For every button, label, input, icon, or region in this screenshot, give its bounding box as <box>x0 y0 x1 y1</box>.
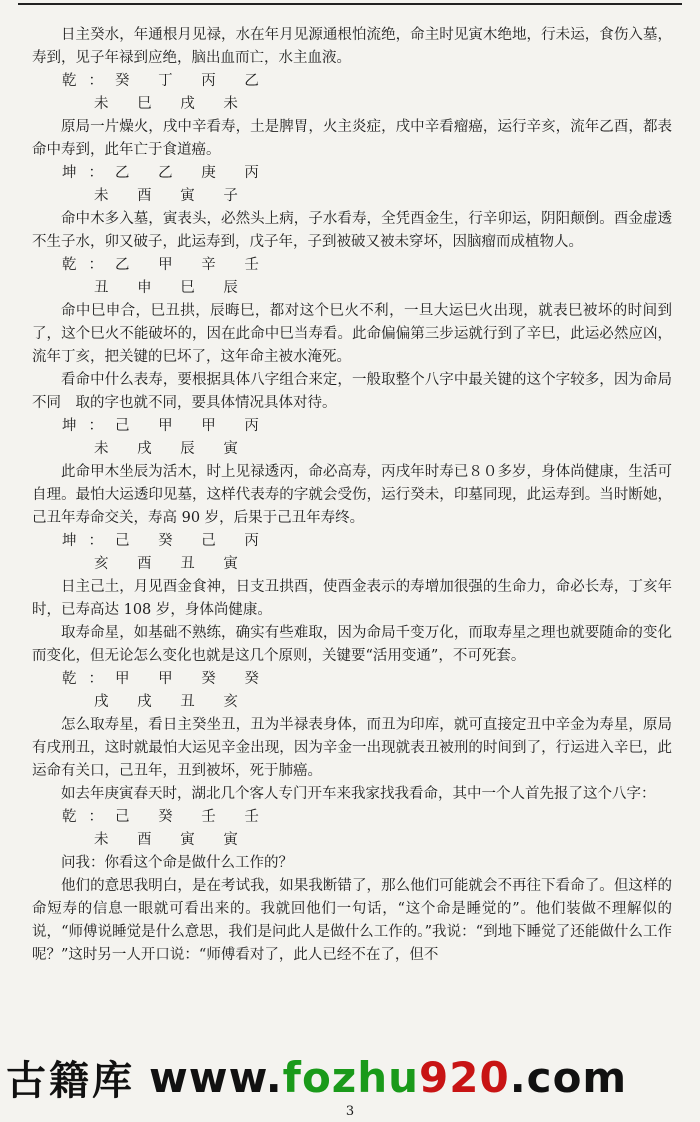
paragraph: 此命甲木坐辰为活木，时上见禄透丙，命必高寿，丙戌年时寿已８０多岁，身体尚健康，生活可自理。最怕大运透印见墓，这样代表寿的字就会受伤，运行癸未，印墓同现，此运寿到。当时断她，己丑年寿命交关，寿高 90 岁，后果于己丑年寿终。 <box>32 464 672 526</box>
bazi-branches-line: 亥 酉 丑 寅 <box>94 556 250 572</box>
paragraph: 命中木多入墓，寅表头，必然头上病，子水看寿，全凭酉金生，行辛卯运，阴阳颠倒。酉金虚透不生子水，卯又破子，此运寿到，戊子年，子到被破又被未穿坏，因脑瘤而成植物人。 <box>32 211 672 250</box>
page-number: 3 <box>345 1104 355 1119</box>
page-body <box>32 24 672 967</box>
paragraph: 命中巳申合，巳丑拱，辰晦巳，都对这个巳火不利，一旦大运巳火出现，就表巳被坏的时间到了，这个巳火不能破坏的，因在此命中巳当寿看。此命偏偏第三步运就行到了辛巳，此运必然应凶，流年丁亥，把关键的巳坏了，这年命主被水淹死。 <box>32 303 672 365</box>
paragraph: 怎么取寿星，看日主癸坐丑，丑为半禄表身体，而丑为印库，就可直接定丑中辛金为寿星，原局有戌刑丑，这时就最怕大运见辛金出现，因为辛金一出现就表丑被刑的时间到了，行运进入辛巳，此运命有关口，己丑年，丑到被坏，死于肺癌。 <box>32 717 672 779</box>
bazi-stems-line: 坤：己 甲 甲 丙 <box>62 418 271 434</box>
bazi-stems-line: 乾：乙 甲 辛 壬 <box>62 257 271 273</box>
paragraph: 日主己土，月见酉金食神，日支丑拱酉，使酉金表示的寿增加很强的生命力，命必长寿，丁亥年时，已寿高达 108 岁，身体尚健康。 <box>32 579 672 618</box>
bazi-branches-line: 未 戌 辰 寅 <box>94 441 250 457</box>
paragraph: 原局一片燥火，戌中辛看寿，土是脾胃，火主炎症，戌中辛看瘤癌，运行辛亥，流年乙酉，都表命中寿到，此年亡于食道癌。 <box>32 119 672 158</box>
bazi-stems-line: 乾：癸 丁 丙 乙 <box>62 73 271 89</box>
paragraph: 取寿命星，如基础不熟练，确实有些难取，因为命局千变万化，而取寿星之理也就要随命的变化而变化，但无论怎么变化也就是这几个原则，关键要“活用变通”，不可死套。 <box>32 625 672 664</box>
bazi-stems-line: 坤：己 癸 己 丙 <box>62 533 271 549</box>
watermark-url-prefix: www. <box>149 1052 283 1102</box>
bazi-stems-line: 坤：乙 乙 庚 丙 <box>62 165 271 181</box>
bazi-branches-line: 戌 戌 丑 亥 <box>94 694 250 710</box>
paragraph: 他们的意思我明白，是在考试我，如果我断错了，那么他们可能就会不再往下看命了。但这样的命短寿的信息一眼就可看出来的。我就回他们一句话，“这个命是睡觉的”。他们装做不理解似的说，“师傅说睡觉是什么意思，我们是问此人是做什么工作的。”我说：“到地下睡觉了还能做什么工作呢？”这时另一人开口说：“师傅看对了，此人已经不在了，但不 <box>32 878 672 963</box>
bazi-branches-line: 未 酉 寅 子 <box>94 188 250 204</box>
watermark <box>0 1048 700 1106</box>
paragraph: 日主癸水，年通根月见禄，水在年月见源通根怕流绝，命主时见寅木绝地，行未运，食伤入墓，寿到，见子年禄到应绝，脑出血而亡，水主血液。 <box>32 27 672 66</box>
bazi-stems-line: 乾：己 癸 壬 壬 <box>62 809 271 825</box>
watermark-url-number: 920 <box>419 1052 510 1102</box>
bazi-branches-line: 未 巳 戌 未 <box>94 96 250 112</box>
top-rule <box>18 3 682 5</box>
bazi-branches-line: 丑 申 巳 辰 <box>94 280 250 296</box>
watermark-url-name: fozhu <box>282 1052 420 1102</box>
watermark-url-suffix: .com <box>509 1052 628 1102</box>
watermark-url <box>149 1053 627 1102</box>
paragraph: 看命中什么表寿，要根据具体八字组合来定，一般取整个八字中最关键的这个字较多，因为命局不同 取的字也就不同，要具体情况具体对待。 <box>32 372 672 411</box>
paragraph: 如去年庚寅春天时，湖北几个客人专门开车来我家找我看命，其中一个人首先报了这个八字： <box>61 786 656 802</box>
bazi-stems-line: 乾：甲 甲 癸 癸 <box>62 671 271 687</box>
paragraph: 问我：你看这个命是做什么工作的？ <box>61 855 293 871</box>
bazi-branches-line: 未 酉 寅 寅 <box>94 832 250 848</box>
watermark-site-name: 古籍库 <box>6 1057 135 1104</box>
